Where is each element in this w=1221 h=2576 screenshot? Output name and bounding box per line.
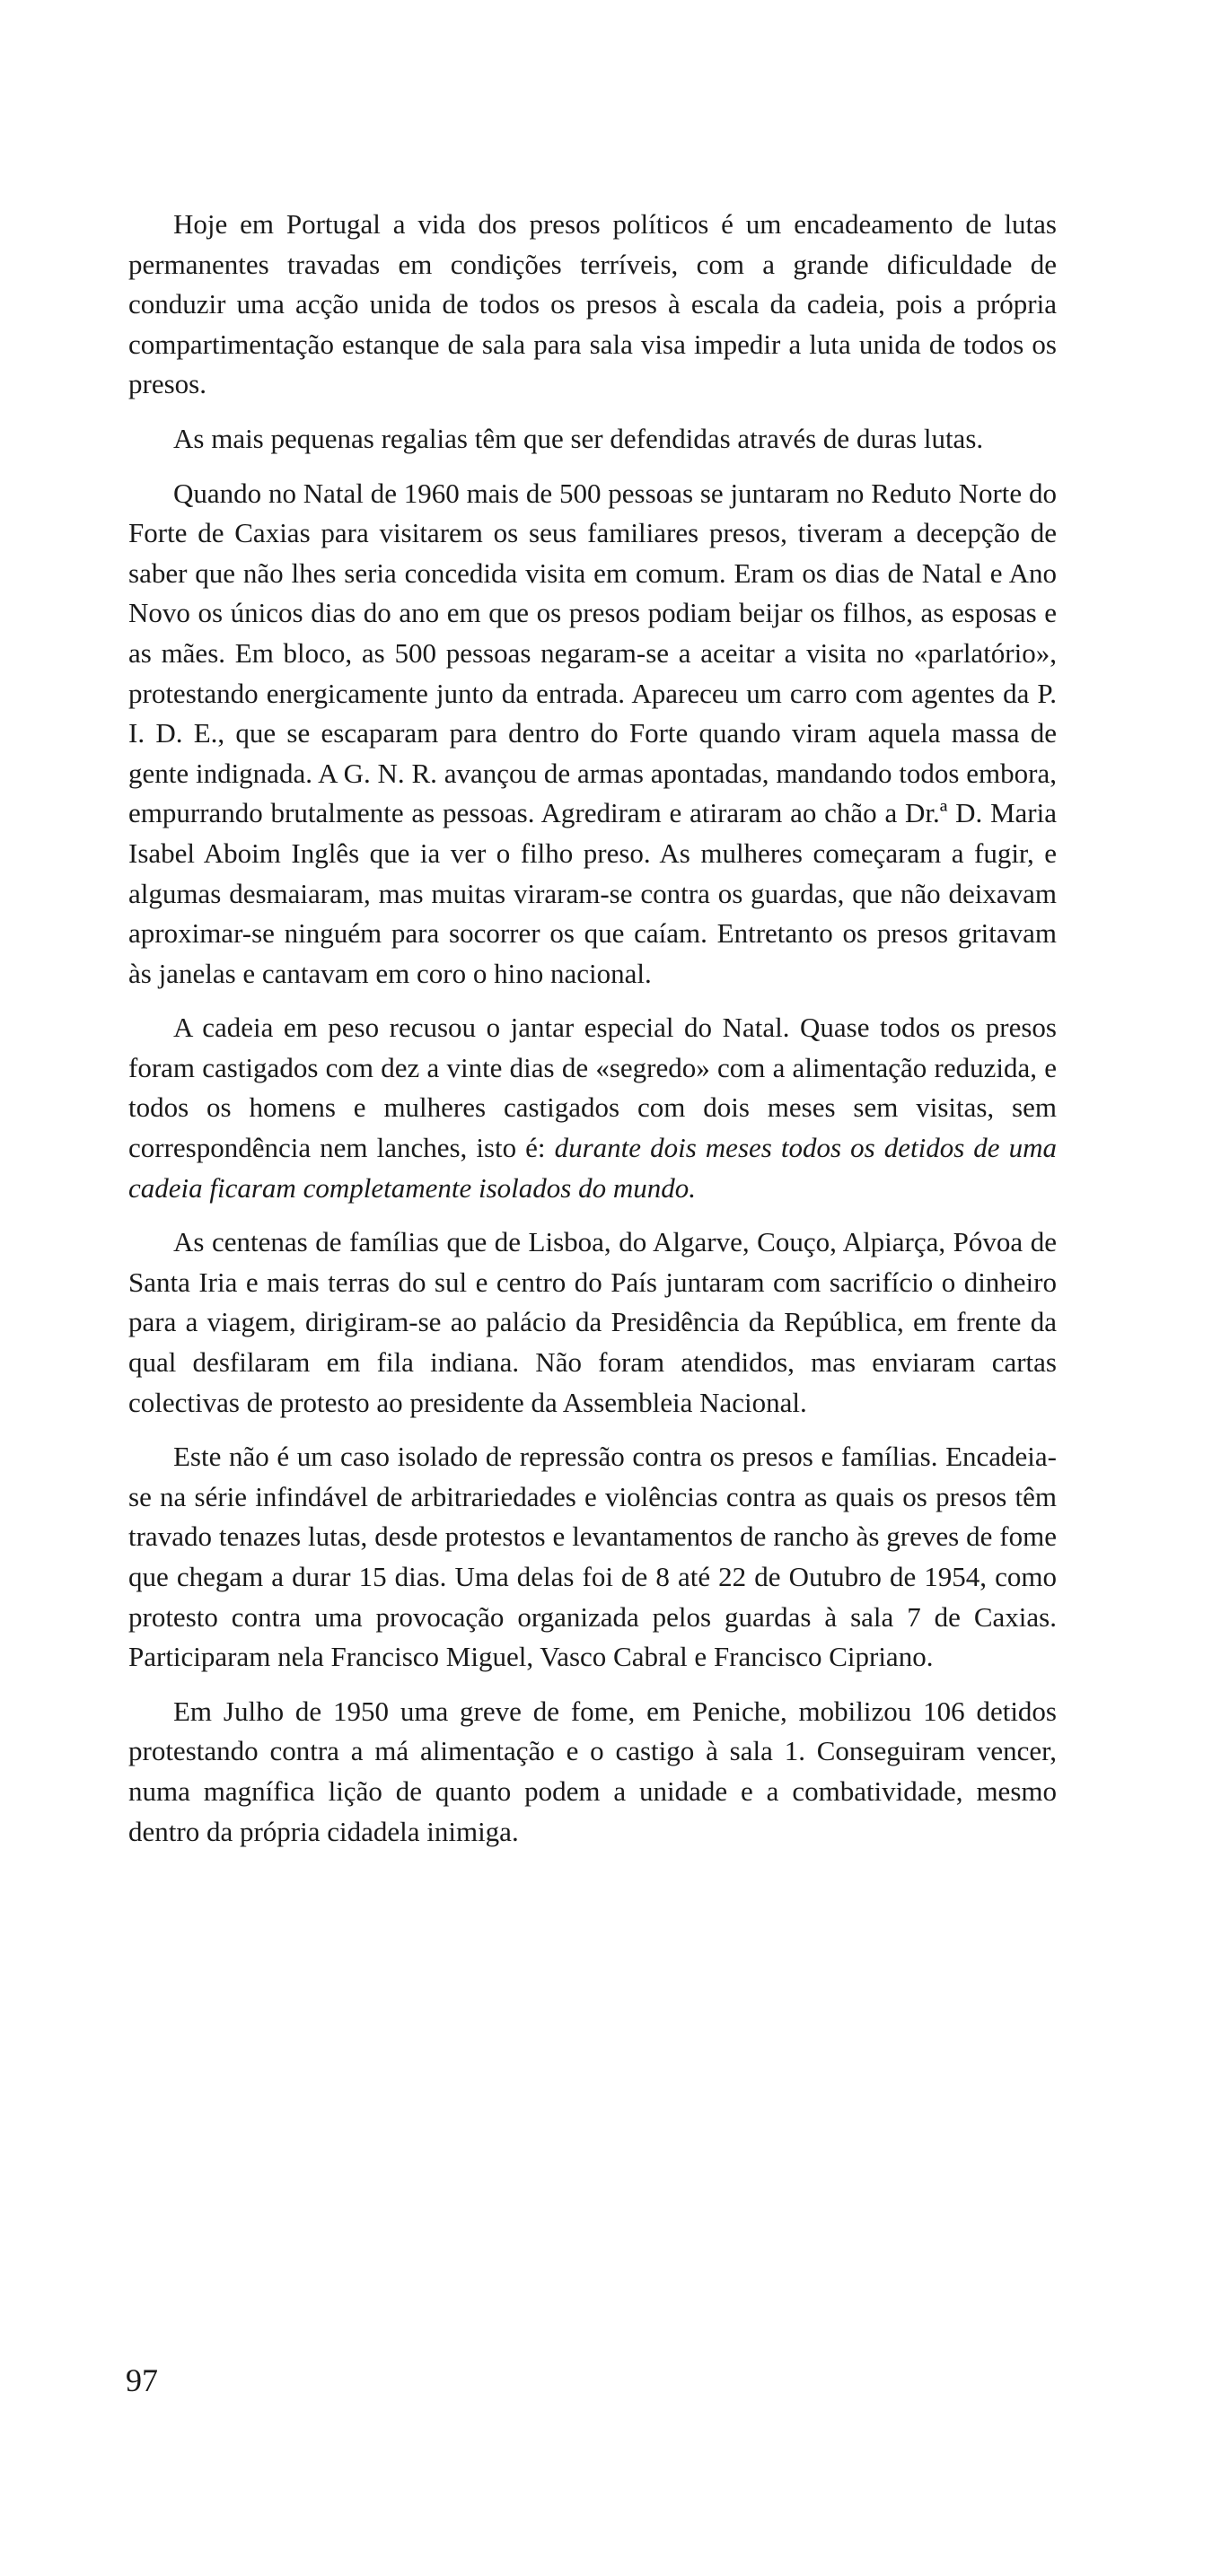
paragraph-7: Em Julho de 1950 uma greve de fome, em Peniche, mobilizou 106 detidos protestando contra a má alimentação e o castigo à sala 1. Conseguiram vencer, numa magnífica lição de quanto podem a unidade e a combatividade, mesmo dentro da própria cidadela inimiga. [128, 1695, 1057, 1847]
body-text [128, 205, 1057, 1866]
paragraph-3: Quando no Natal de 1960 mais de 500 pessoas se juntaram no Reduto Norte do Forte de Caxias para visitarem os seus familiares presos, tiveram a decepção de saber que não lhes seria concedida visita em comum. Eram os dias de Natal e Ano Novo os únicos dias do ano em que os presos podiam beijar os filhos, as esposas e as mães. Em bloco, as 500 pessoas negaram-se a aceitar a visita no «parlatório», protestando energicamente junto da entrada. Apareceu um carro com agentes da P. I. D. E., que se escaparam para dentro do Forte quando viram aquela massa de gente indignada. A G. N. R. avançou de armas apontadas, mandando todos embora, empurrando brutalmente as pessoas. Agrediram e atiraram ao chão a Dr.ª D. Maria Isabel Aboim Inglês que ia ver o filho preso. As mulheres começaram a fugir, e algumas desmaiaram, mas muitas viraram-se contra os guardas, que não deixavam aproximar-se ninguém para socorrer os que caíam. Entretanto os presos gritavam às janelas e cantavam em coro o hino nacional. [128, 477, 1057, 989]
paragraph-1: Hoje em Portugal a vida dos presos políticos é um encadeamento de lutas permanentes travadas em condições terríveis, com a grande dificuldade de conduzir uma acção unida de todos os presos à escala da cadeia, pois a própria compartimentação estanque de sala para sala visa impedir a luta unida de todos os presos. [128, 208, 1057, 400]
paragraph-4-italic-text: durante dois meses todos os detidos de uma cadeia ficaram completamente isolados do mundo. [128, 1132, 1057, 1204]
paragraph-6: Este não é um caso isolado de repressão contra os presos e famílias. Encadeia-se na série infindável de arbitrariedades e violências contra as quais os presos têm travado tenazes lutas, desde protestos e levantamentos de rancho às greves de fome que chegam a durar 15 dias. Uma delas foi de 8 até 22 de Outubro de 1954, como protesto contra uma provocação organizada pelos guardas à sala 7 de Caxias. Participaram nela Francisco Miguel, Vasco Cabral e Francisco Cipriano. [128, 1441, 1057, 1673]
paragraph-4 [128, 1008, 1057, 1208]
paragraph-2: As mais pequenas regalias têm que ser defendidas através de duras lutas. [173, 422, 984, 454]
paragraph-5: As centenas de famílias que de Lisboa, do Algarve, Couço, Alpiarça, Póvoa de Santa Iria e mais terras do sul e centro do País juntaram com sacrifício o dinheiro para a viagem, dirigiram-se ao palácio da Presidência da República, em frente da qual desfilaram em fila indiana. Não foram atendidos, mas enviaram cartas colectivas de protesto ao presidente da Assembleia Nacional. [128, 1226, 1057, 1418]
page-number: 97 [126, 2362, 158, 2398]
paragraph-4-text: A cadeia em peso recusou o jantar especial do Natal. Quase todos os presos foram castigados com dez a vinte dias de «segredo» com a alimentação reduzida, e todos os homens e mulheres castigados com dois meses sem visitas, sem correspondência nem lanches, isto é: [128, 1012, 1057, 1164]
